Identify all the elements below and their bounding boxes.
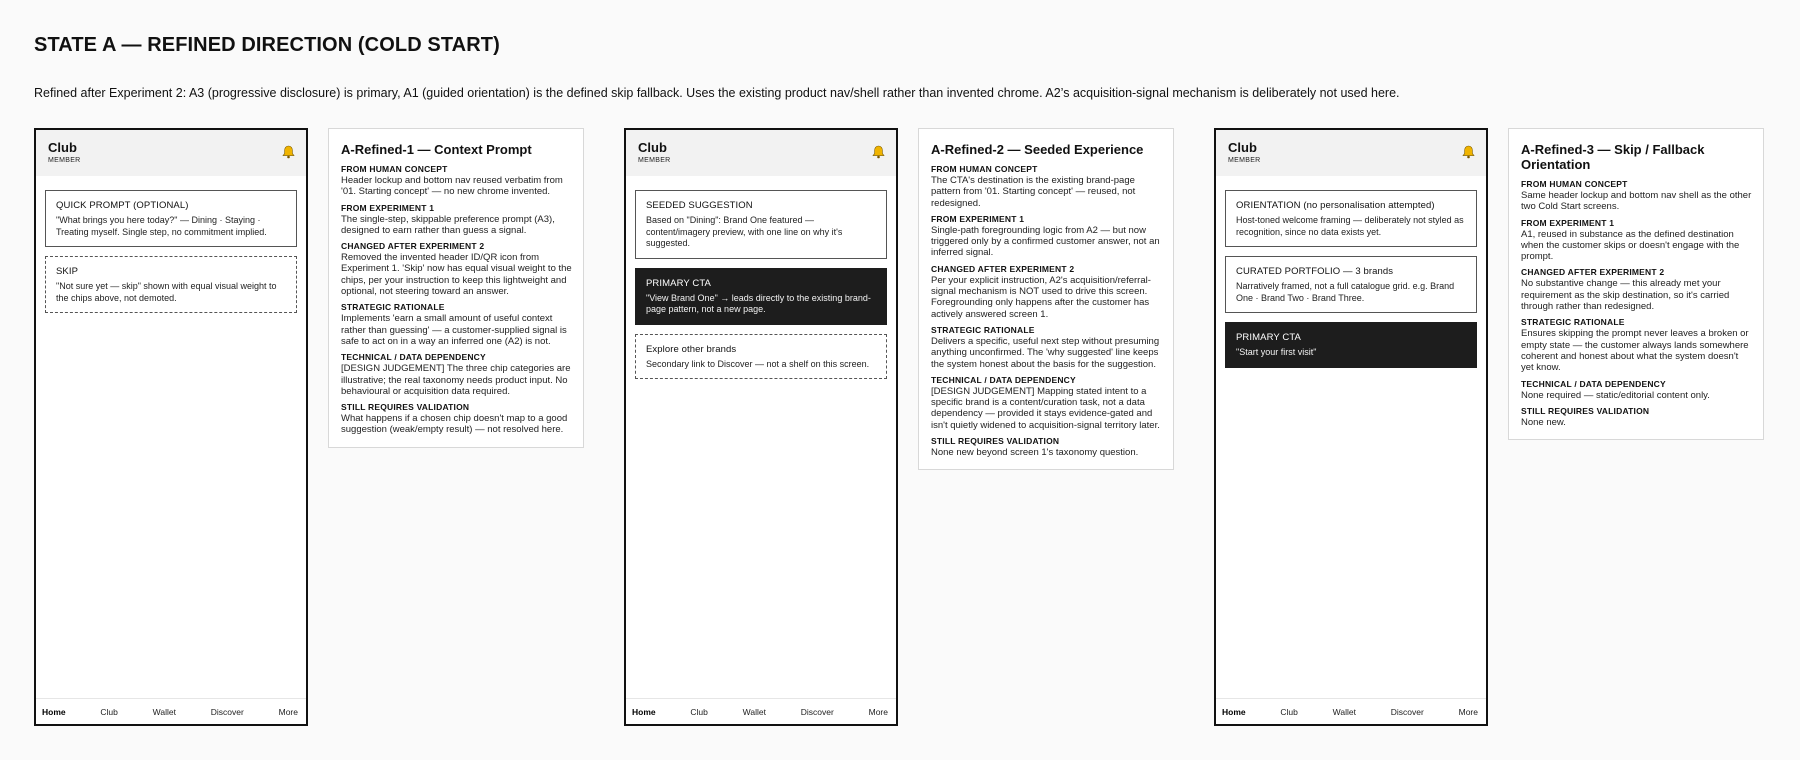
- section-heading: FROM HUMAN CONCEPT: [1521, 179, 1628, 189]
- content-card[interactable]: [1225, 322, 1477, 368]
- section-heading: FROM HUMAN CONCEPT: [341, 164, 448, 174]
- nav-item-more[interactable]: More: [278, 706, 298, 717]
- bell-icon[interactable]: [872, 145, 885, 159]
- nav-item-more[interactable]: More: [868, 706, 888, 717]
- section-heading: CHANGED AFTER EXPERIMENT 2: [931, 263, 1075, 274]
- nav-item-club[interactable]: Club: [690, 706, 708, 717]
- section-heading: FROM EXPERIMENT 1: [931, 213, 1025, 224]
- nav-item-discover[interactable]: Discover: [800, 706, 834, 717]
- section-text: Single-path foregrounding logic from A2 — but now triggered only by a confirmed customer answer, not an inferred signal.: [931, 224, 1160, 259]
- brand-subtitle: MEMBER: [638, 157, 671, 164]
- brand-name: Club: [1228, 140, 1257, 155]
- section-heading: TECHNICAL / DATA DEPENDENCY: [1521, 378, 1666, 389]
- section-text: What happens if a chosen chip doesn't map to a good suggestion (weak/empty result) — not resolved here.: [341, 413, 568, 436]
- content-card: [1225, 256, 1477, 313]
- card-text: Narratively framed, not a full catalogue grid. e.g. Brand One · Brand Two · Brand Three.: [1236, 281, 1455, 303]
- card-title: ORIENTATION (no personalisation attempted): [1236, 200, 1435, 211]
- nav-item-discover[interactable]: Discover: [1390, 706, 1424, 717]
- section-heading: CHANGED AFTER EXPERIMENT 2: [1521, 267, 1665, 278]
- brand-name: Club: [48, 140, 77, 155]
- nav-item-club[interactable]: Club: [1280, 706, 1298, 717]
- phone-header: [626, 130, 896, 176]
- section-text: None required — static/editorial content only.: [1521, 389, 1710, 401]
- brand-subtitle: MEMBER: [48, 157, 81, 164]
- card-title: PRIMARY CTA: [646, 277, 711, 289]
- card-title: CURATED PORTFOLIO — 3 brands: [1236, 266, 1394, 277]
- phone-screen: [1214, 128, 1488, 726]
- section-text: Ensures skipping the prompt never leaves a broken or empty state — the customer always lands somewhere coherent and honest about what the system doesn't yet know.: [1521, 328, 1749, 374]
- section-heading: FROM EXPERIMENT 1: [341, 202, 435, 213]
- nav-item-discover[interactable]: Discover: [210, 706, 244, 717]
- bell-icon[interactable]: [282, 145, 295, 159]
- screens-row: [34, 128, 1764, 726]
- phone-screen: [34, 128, 308, 726]
- nav-item-wallet[interactable]: Wallet: [152, 706, 176, 717]
- card-title: SEEDED SUGGESTION: [646, 200, 753, 211]
- annotation-panel: [328, 128, 584, 448]
- section-heading: CHANGED AFTER EXPERIMENT 2: [341, 241, 485, 252]
- section-heading: STILL REQUIRES VALIDATION: [931, 436, 1060, 447]
- nav-item-home[interactable]: Home: [42, 706, 66, 717]
- section-text: None new beyond screen 1's taxonomy question.: [931, 447, 1139, 459]
- section-text: Same header lockup and bottom nav shell as the other two Cold Start screens.: [1521, 190, 1752, 213]
- card-title: Explore other brands: [646, 343, 737, 355]
- annotation-title: A-Refined-1 — Context Prompt: [341, 142, 532, 157]
- card-text: "View Brand One" → leads directly to the existing brand-page pattern, not a new page.: [646, 292, 871, 314]
- bottom-nav: [626, 698, 896, 724]
- card-title: PRIMARY CTA: [1236, 332, 1301, 343]
- card-text: "Start your first visit": [1236, 347, 1317, 357]
- phone-screen: [624, 128, 898, 726]
- section-text: The single-step, skippable preference prompt (A3), designed to earn rather than guess a signal.: [341, 213, 555, 236]
- section-heading: STILL REQUIRES VALIDATION: [1521, 405, 1650, 416]
- phone-header: [36, 130, 306, 176]
- section-text: [DESIGN JUDGEMENT] Mapping stated intent to a specific brand is a content/curation task, not a data dependency — provided it stays evidence-gated and isn't quietly widened to acquisition-signal territory later.: [931, 385, 1160, 431]
- page-title: STATE A — REFINED DIRECTION (COLD START): [34, 34, 500, 56]
- section-text: Delivers a specific, useful next step without presuming anything unconfirmed. The 'why suggested' line keeps the system honest about the basis for the suggestion.: [931, 335, 1160, 370]
- section-text: No substantive change — this already met your requirement as the skip destination, so it's carried through rather than redesigned.: [1521, 278, 1730, 313]
- content-card: [45, 190, 297, 247]
- nav-item-more[interactable]: More: [1458, 706, 1478, 717]
- card-title: SKIP: [56, 266, 79, 277]
- phone-body: [36, 176, 306, 313]
- section-text: The CTA's destination is the existing brand-page pattern from '01. Starting concept' — reused, not redesigned.: [931, 175, 1136, 209]
- page-intro: Refined after Experiment 2: A3 (progressive disclosure) is primary, A1 (guided orientation) is the defined skip fallback. Uses the existing product nav/shell rather than invented chrome. A2’s acquisition-signal mechanism is deliberately not used here.: [34, 86, 1400, 100]
- card-title: QUICK PROMPT (OPTIONAL): [56, 200, 189, 211]
- brand-subtitle: MEMBER: [1228, 157, 1261, 164]
- nav-item-home[interactable]: Home: [1222, 706, 1246, 717]
- nav-item-club[interactable]: Club: [100, 706, 118, 717]
- section-heading: STRATEGIC RATIONALE: [931, 324, 1035, 335]
- card-text: Based on "Dining": Brand One featured — content/imagery preview, with one line on why it's suggested.: [646, 215, 843, 248]
- content-card: [45, 256, 297, 313]
- card-text: "What brings you here today?" — Dining · Staying · Treating myself. Single step, no commitment implied.: [56, 215, 267, 237]
- phone-body: [1216, 176, 1486, 368]
- annotation-title: A-Refined-2 — Seeded Experience: [931, 142, 1144, 157]
- section-text: Implements 'earn a small amount of useful context rather than guessing' — a customer-supplied signal is safe to act on in a way an inferred one (A2) is not.: [341, 313, 567, 347]
- content-card: [1225, 190, 1477, 247]
- section-text: Header lockup and bottom nav reused verbatim from '01. Starting concept' — no new chrome invented.: [341, 175, 563, 198]
- bell-icon[interactable]: [1462, 145, 1475, 159]
- card-text: "Not sure yet — skip" shown with equal visual weight to the chips above, not demoted.: [56, 281, 277, 303]
- card-text: Host-toned welcome framing — deliberately not styled as recognition, since no data exists yet.: [1236, 215, 1464, 237]
- section-heading: FROM EXPERIMENT 1: [1521, 217, 1615, 228]
- section-text: Per your explicit instruction, A2's acquisition/referral-signal mechanism is NOT used to drive this screen. Foregrounding only happens after the customer has actively answered screen 1.: [931, 274, 1151, 320]
- annotation-title: A-Refined-3 — Skip / Fallback Orientation: [1521, 142, 1705, 172]
- section-heading: FROM HUMAN CONCEPT: [931, 164, 1038, 174]
- card-text: Secondary link to Discover — not a shelf on this screen.: [646, 358, 870, 369]
- bottom-nav: [1216, 698, 1486, 724]
- phone-header: [1216, 130, 1486, 176]
- section-text: A1, reused in substance as the defined destination when the customer skips or doesn't engage with the prompt.: [1521, 228, 1740, 263]
- bottom-nav: [36, 698, 306, 724]
- section-heading: STILL REQUIRES VALIDATION: [341, 402, 470, 413]
- phone-body: [626, 176, 896, 379]
- brand-name: Club: [638, 140, 667, 155]
- nav-item-wallet[interactable]: Wallet: [1332, 706, 1356, 717]
- annotation-panel: [918, 128, 1174, 470]
- section-text: None new.: [1521, 416, 1566, 428]
- section-heading: TECHNICAL / DATA DEPENDENCY: [341, 352, 486, 363]
- nav-item-home[interactable]: Home: [632, 706, 656, 717]
- section-heading: TECHNICAL / DATA DEPENDENCY: [931, 374, 1076, 385]
- section-heading: STRATEGIC RATIONALE: [1521, 317, 1625, 328]
- content-card: [635, 334, 887, 380]
- nav-item-wallet[interactable]: Wallet: [742, 706, 766, 717]
- annotation-panel: [1508, 128, 1764, 440]
- content-card: [635, 190, 887, 259]
- section-text: Removed the invented header ID/QR icon from Experiment 1. 'Skip' now has equal visual weight to the chips, per your instruction to keep this lightweight and optional, not steering toward an answer.: [341, 252, 572, 298]
- section-text: [DESIGN JUDGEMENT] The three chip categories are illustrative; the real taxonomy needs product input. No behavioural or acquisition data required.: [341, 363, 571, 397]
- section-heading: STRATEGIC RATIONALE: [341, 302, 445, 313]
- content-card[interactable]: [635, 268, 887, 325]
